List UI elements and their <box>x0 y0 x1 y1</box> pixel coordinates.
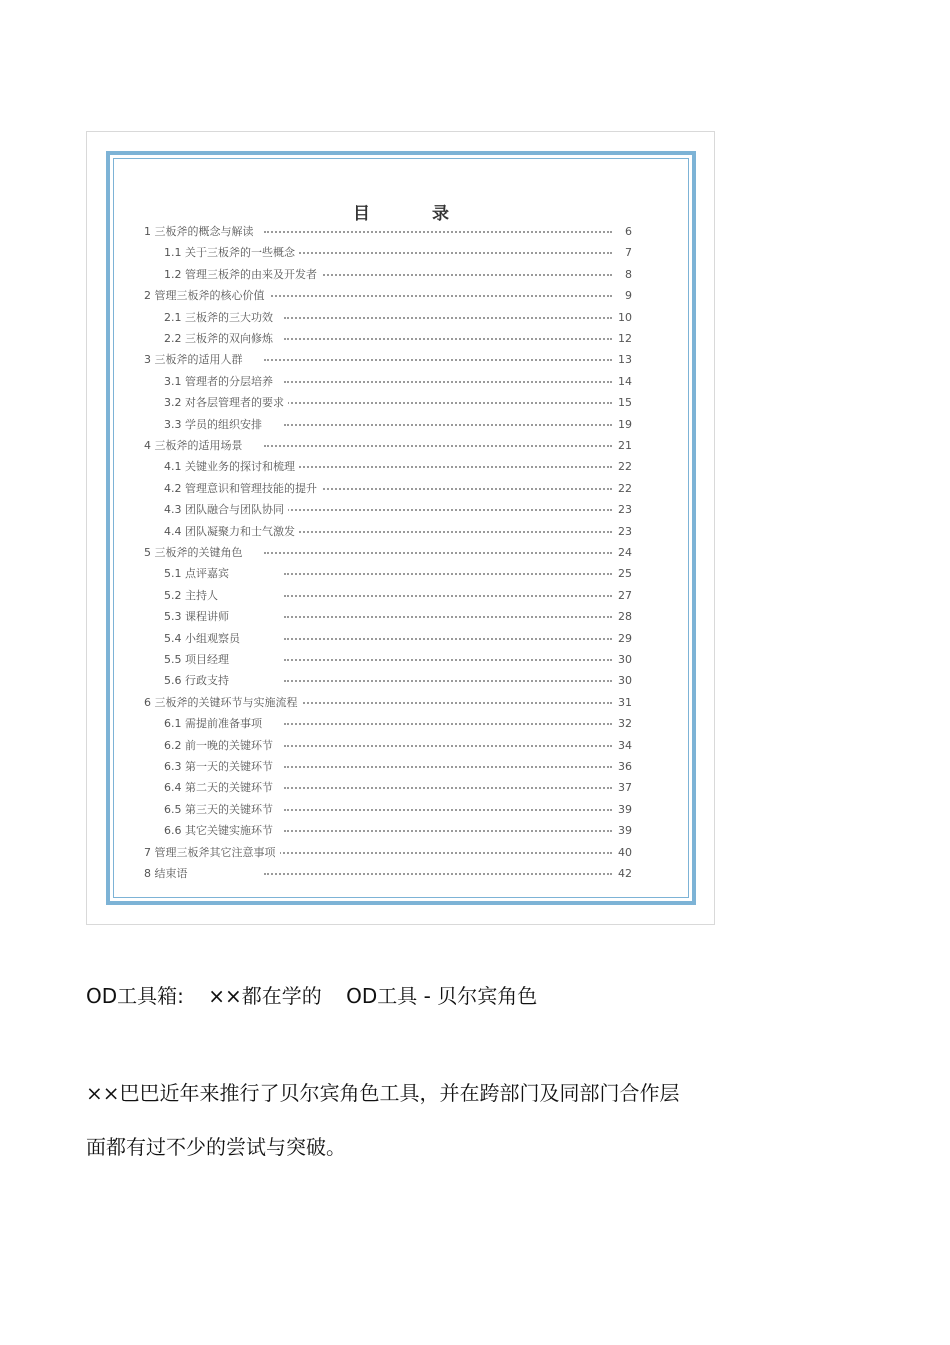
toc-entry-label: 4 三板斧的适用场景 <box>144 435 247 456</box>
toc-entry-page: 12 <box>618 332 632 345</box>
toc-leader-dots <box>284 252 612 254</box>
toc-entry <box>114 414 688 435</box>
toc-entry <box>114 328 688 349</box>
toc-entry-label: 3 三板斧的适用人群 <box>144 349 247 370</box>
toc-entry <box>114 799 688 820</box>
toc-entry-label: 4.3 团队融合与团队协同 <box>164 499 288 520</box>
toc-entry <box>114 478 688 499</box>
toc-entry-label: 5.3 课程讲师 <box>164 606 233 627</box>
toc-entry-page: 34 <box>618 738 632 752</box>
toc-entry-page: 28 <box>618 610 632 624</box>
toc-leader-dots <box>264 359 612 361</box>
toc-entry <box>114 392 688 413</box>
toc-entry <box>114 713 688 734</box>
toc-entry-label: 5.6 行政支持 <box>164 670 233 691</box>
toc-leader-dots <box>284 680 612 682</box>
toc-entry <box>114 670 688 691</box>
toc-leader-dots <box>284 317 612 319</box>
toc-entry-label: 1 三板斧的概念与解读 <box>144 221 258 242</box>
toc-leader-dots <box>284 659 612 661</box>
toc-entry <box>114 563 688 584</box>
toc-entry-page: 42 <box>618 867 632 880</box>
toc-entry-page: 30 <box>618 653 632 666</box>
toc-leader-dots <box>284 616 612 618</box>
toc-entry-page: 21 <box>618 439 632 452</box>
toc-entry <box>114 649 688 670</box>
toc-leader-dots <box>284 509 612 511</box>
toc-entry <box>114 863 688 884</box>
heading-part-1: OD工具箱: <box>86 984 184 1008</box>
toc-leader-dots <box>284 787 612 789</box>
article-paragraph <box>86 1066 786 1174</box>
toc-entry-page: 23 <box>618 503 632 517</box>
toc-leader-dots <box>284 381 612 383</box>
toc-entry-label: 6.3 第一天的关键环节 <box>164 756 277 777</box>
toc-entry-page: 22 <box>618 460 632 474</box>
toc-entry-label: 5.1 点评嘉宾 <box>164 563 233 584</box>
toc-leader-dots <box>284 402 612 404</box>
toc-entry <box>114 285 688 306</box>
toc-leader-dots <box>284 830 612 832</box>
toc-leader-dots <box>284 573 612 575</box>
toc-entry <box>114 521 688 542</box>
toc-entry-label: 4.4 团队凝聚力和士气激发 <box>164 521 299 542</box>
toc-entry-page: 23 <box>618 524 632 538</box>
toc-entry-page: 39 <box>618 802 632 816</box>
toc-entry <box>114 264 688 285</box>
toc-entry-page: 36 <box>618 760 632 773</box>
toc-leader-dots <box>264 852 612 854</box>
paragraph-line-2: 面都有过不少的尝试与突破。 <box>86 1135 346 1159</box>
toc-entry-page: 22 <box>618 481 632 495</box>
toc-entry-label: 5.5 项目经理 <box>164 649 233 670</box>
toc-entry-page: 37 <box>618 781 632 795</box>
toc-entry <box>114 307 688 328</box>
toc-leader-dots <box>284 274 612 276</box>
toc-entry <box>114 456 688 477</box>
toc-entry <box>114 820 688 841</box>
toc-entry-label: 6.1 需提前准备事项 <box>164 713 266 734</box>
toc-title: 目 录 <box>353 204 477 224</box>
toc-entry-page: 29 <box>618 631 632 645</box>
toc-entry <box>114 777 688 798</box>
toc-entry-page: 30 <box>618 674 632 688</box>
toc-entry-label: 3.2 对各层管理者的要求 <box>164 392 288 413</box>
toc-entry-page: 31 <box>618 695 632 709</box>
toc-entry-label: 4.2 管理意识和管理技能的提升 <box>164 478 321 499</box>
toc-entry-label: 1.1 关于三板斧的一些概念 <box>164 242 299 263</box>
toc-entry-page: 19 <box>618 417 632 431</box>
toc-leader-dots <box>284 595 612 597</box>
toc-entry <box>114 221 688 242</box>
toc-entry <box>114 842 688 863</box>
toc-leader-dots <box>284 424 612 426</box>
toc-entry <box>114 756 688 777</box>
toc-entry-label: 5 三板斧的关键角色 <box>144 542 247 563</box>
toc-entry <box>114 435 688 456</box>
toc-entry-label: 2 管理三板斧的核心价值 <box>144 285 269 306</box>
toc-entry-label: 1.2 管理三板斧的由来及开发者 <box>164 264 321 285</box>
toc-leader-dots <box>264 445 612 447</box>
toc-entry-label: 4.1 关键业务的探讨和梳理 <box>164 456 299 477</box>
toc-entry-page: 14 <box>618 374 632 388</box>
toc-entry <box>114 371 688 392</box>
toc-entry-page: 39 <box>618 824 632 838</box>
toc-image <box>86 131 715 925</box>
toc-entry-page: 27 <box>618 588 632 602</box>
toc-leader-dots <box>284 531 612 533</box>
heading-part-2: ××都在学的 <box>208 984 322 1008</box>
toc-entry-page: 25 <box>618 567 632 581</box>
toc-entry-label: 3.3 学员的组织安排 <box>164 414 266 435</box>
toc-entry-page: 7 <box>625 246 632 260</box>
paragraph-line-1: ××巴巴近年来推行了贝尔宾角色工具，并在跨部门及同部门合作层 <box>86 1081 680 1105</box>
toc-leader-dots <box>264 702 612 704</box>
toc-entry-label: 2.1 三板斧的三大功效 <box>164 307 277 328</box>
toc-leader-dots <box>264 873 612 875</box>
toc-entry <box>114 349 688 370</box>
toc-entry-page: 8 <box>625 267 632 281</box>
toc-entry-label: 5.2 主持人 <box>164 585 222 606</box>
toc-entry-page: 15 <box>618 396 632 410</box>
toc-entry <box>114 735 688 756</box>
toc-entry-label: 6.5 第三天的关键环节 <box>164 799 277 820</box>
toc-entry-label: 6.4 第二天的关键环节 <box>164 777 277 798</box>
toc-leader-dots <box>264 231 612 233</box>
toc-entry-label: 5.4 小组观察员 <box>164 628 244 649</box>
toc-entry-label: 3.1 管理者的分层培养 <box>164 371 277 392</box>
toc-entry <box>114 242 688 263</box>
toc-entry-label: 6.6 其它关键实施环节 <box>164 820 277 841</box>
toc-leader-dots <box>284 488 612 490</box>
toc-entry-label: 6.2 前一晚的关键环节 <box>164 735 277 756</box>
toc-frame <box>106 151 696 905</box>
heading-part-3: OD工具 - 贝尔宾角色 <box>346 984 538 1008</box>
article-heading <box>86 980 537 1009</box>
toc-entry <box>114 628 688 649</box>
toc-leader-dots <box>284 638 612 640</box>
toc-entry <box>114 499 688 520</box>
toc-entry-page: 10 <box>618 310 632 324</box>
toc-leader-dots <box>284 766 612 768</box>
toc-entry-page: 9 <box>625 289 632 303</box>
toc-entry-page: 13 <box>618 353 632 367</box>
toc-entry <box>114 606 688 627</box>
toc-entry <box>114 542 688 563</box>
toc-entry-label: 8 结束语 <box>144 863 192 884</box>
toc-entry-page: 32 <box>618 717 632 731</box>
toc-leader-dots <box>284 723 612 725</box>
toc-entry <box>114 585 688 606</box>
toc-entry-label: 6 三板斧的关键环节与实施流程 <box>144 692 302 713</box>
toc-entry-label: 7 管理三板斧其它注意事项 <box>144 842 280 863</box>
toc-inner-frame <box>113 158 689 898</box>
toc-leader-dots <box>284 466 612 468</box>
toc-leader-dots <box>264 552 612 554</box>
toc-leader-dots <box>284 338 612 340</box>
toc-entry <box>114 692 688 713</box>
toc-leader-dots <box>284 809 612 811</box>
toc-leader-dots <box>284 745 612 747</box>
toc-entry-page: 24 <box>618 546 632 559</box>
toc-entry-page: 6 <box>625 225 632 238</box>
toc-entry-label: 2.2 三板斧的双向修炼 <box>164 328 277 349</box>
toc-entry-page: 40 <box>618 845 632 859</box>
toc-leader-dots <box>264 295 612 297</box>
